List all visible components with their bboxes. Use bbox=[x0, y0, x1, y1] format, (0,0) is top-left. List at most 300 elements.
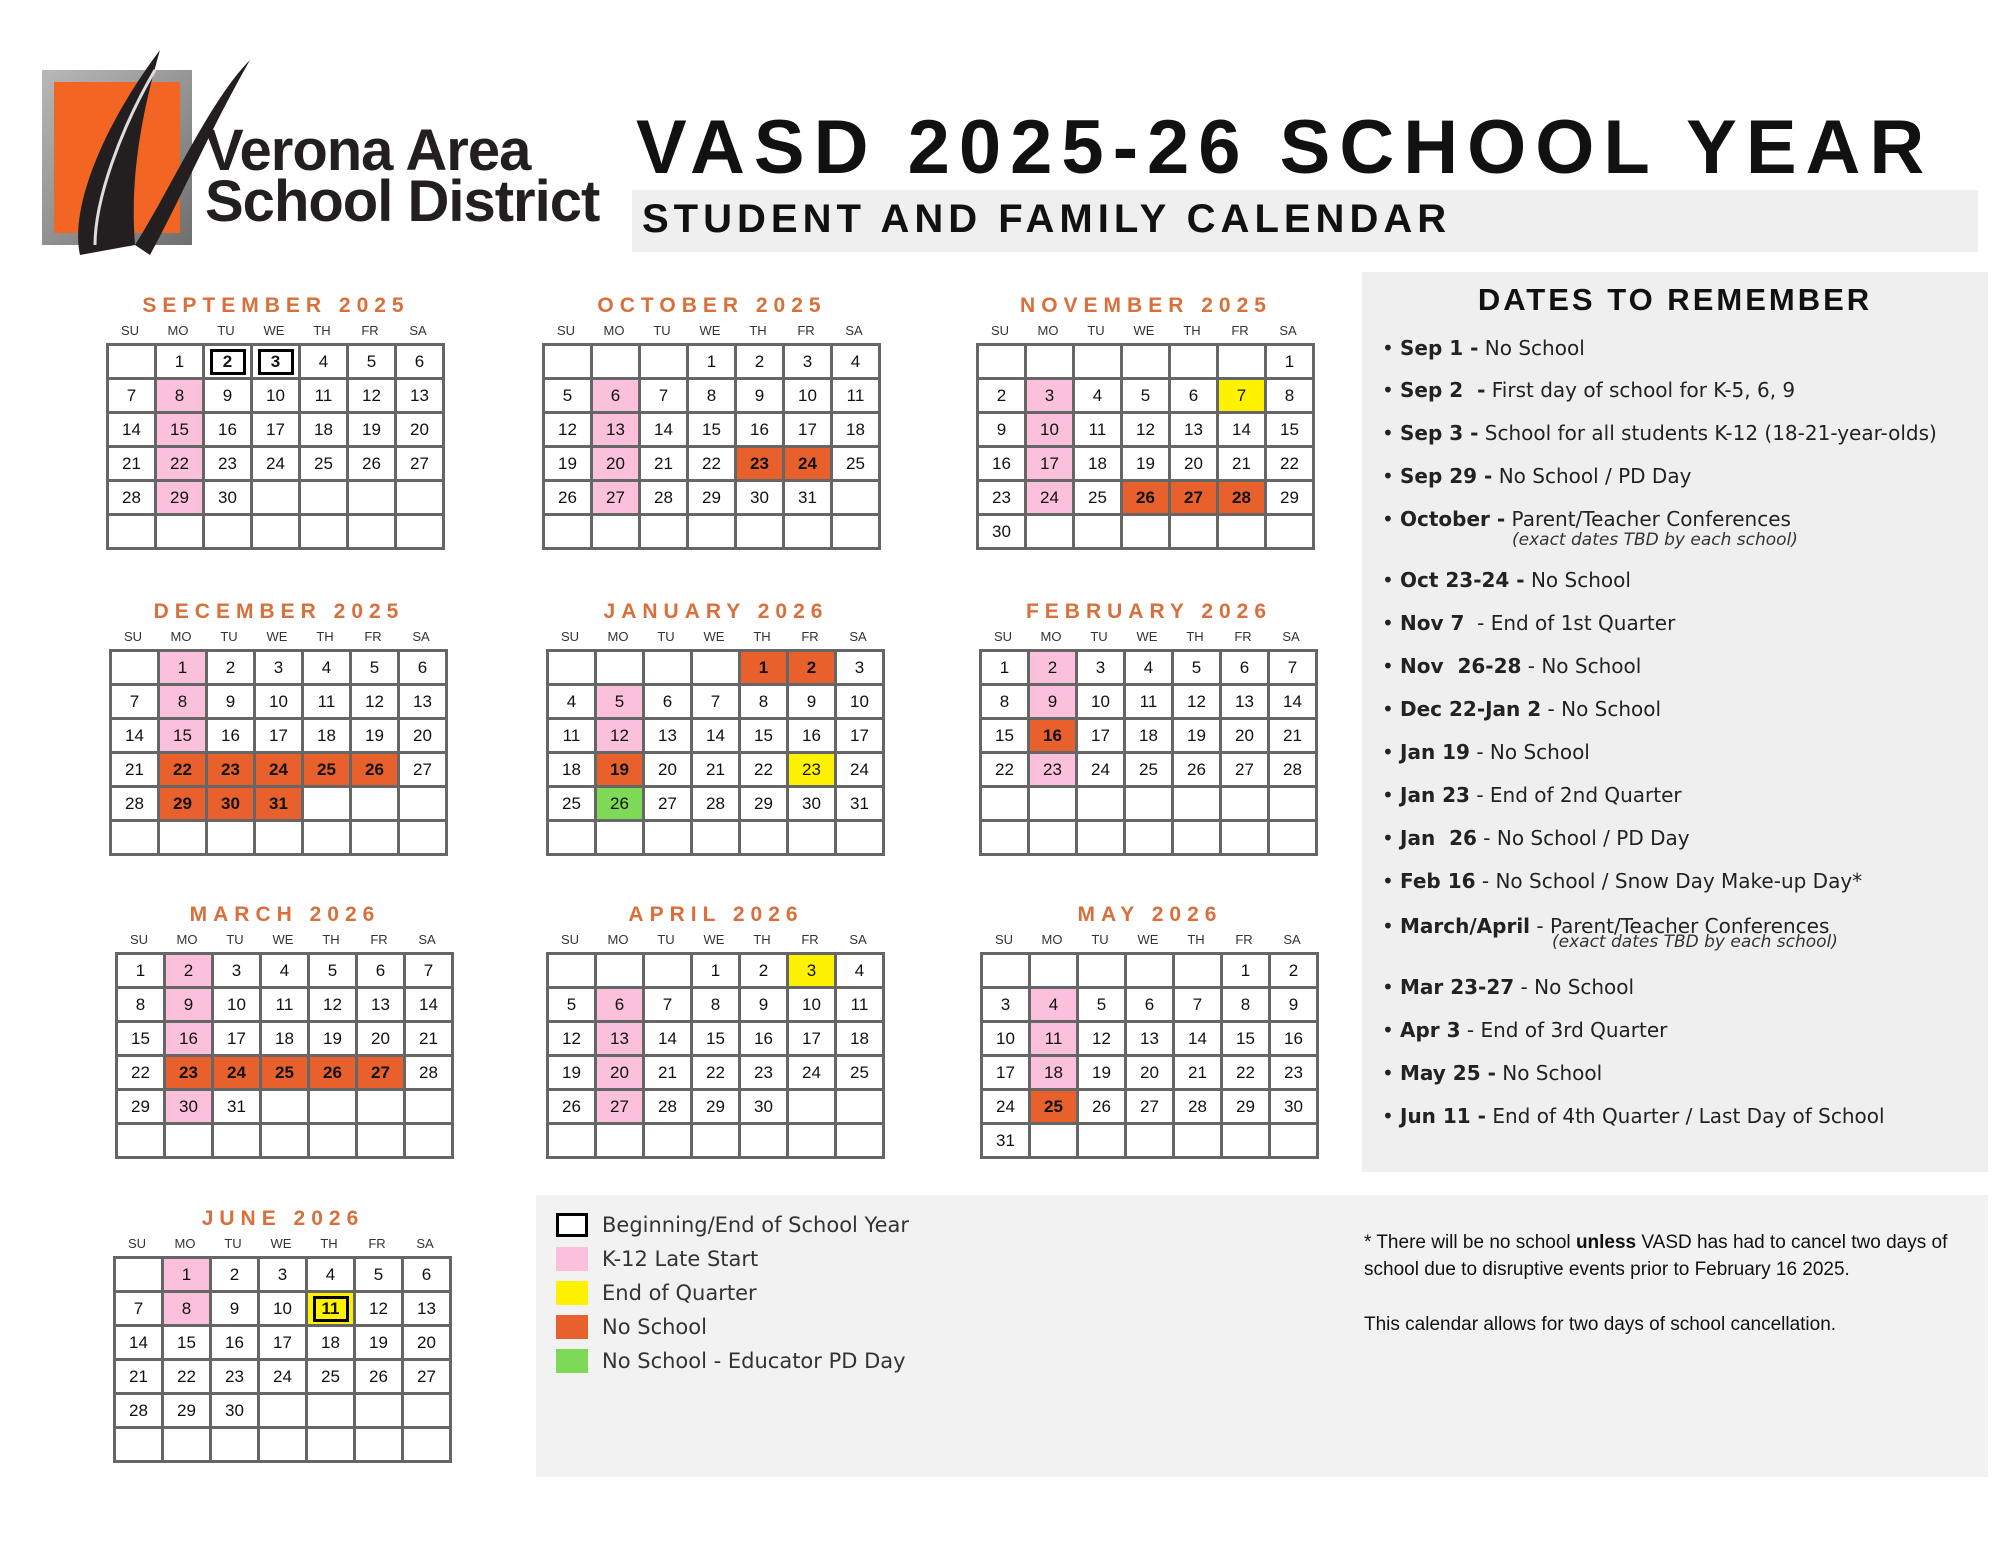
empty-cell bbox=[356, 1395, 404, 1429]
day-cell: 9 bbox=[1271, 989, 1319, 1023]
day-cell: 25 bbox=[262, 1057, 310, 1091]
bullet-icon: • bbox=[1382, 568, 1394, 592]
weekday-label: WE bbox=[703, 629, 725, 644]
day-cell: 13 bbox=[593, 414, 641, 448]
day-cell: 23 bbox=[1271, 1057, 1319, 1091]
day-cell: 6 bbox=[1171, 380, 1219, 414]
date-item bbox=[1382, 421, 1937, 445]
day-cell: 25 bbox=[1031, 1091, 1079, 1125]
day-cell: 10 bbox=[253, 380, 301, 414]
day-cell: 26 bbox=[1079, 1091, 1127, 1125]
day-cell: 5 bbox=[1079, 989, 1127, 1023]
day-cell: 29 bbox=[689, 482, 737, 516]
date-key: Sep 1 - bbox=[1400, 336, 1479, 360]
bullet-icon: • bbox=[1382, 421, 1394, 445]
month-title: MAY 2026 bbox=[1077, 903, 1223, 926]
day-cell: 18 bbox=[301, 414, 349, 448]
empty-cell bbox=[982, 788, 1030, 822]
day-cell: 2 bbox=[212, 1259, 260, 1293]
empty-cell bbox=[304, 788, 352, 822]
date-text: No School bbox=[1478, 336, 1585, 360]
day-cell: 13 bbox=[645, 720, 693, 754]
day-cell: 13 bbox=[400, 686, 448, 720]
date-item bbox=[1382, 783, 1682, 807]
empty-cell bbox=[741, 1125, 789, 1159]
legend-swatch bbox=[556, 1281, 588, 1305]
day-cell: 16 bbox=[166, 1023, 214, 1057]
day-cell: 26 bbox=[597, 788, 645, 822]
date-key: Jan 23 bbox=[1400, 783, 1470, 807]
logo-line-2: School District bbox=[205, 169, 600, 234]
empty-cell bbox=[837, 1091, 885, 1125]
weekday-label: FR bbox=[1231, 323, 1249, 338]
empty-cell bbox=[741, 822, 789, 856]
day-cell: 9 bbox=[205, 380, 253, 414]
day-cell: 28 bbox=[641, 482, 689, 516]
day-cell: 21 bbox=[1270, 720, 1318, 754]
day-cell: 24 bbox=[1027, 482, 1075, 516]
weekday-label: MO bbox=[1040, 629, 1062, 644]
weekday-label: MO bbox=[174, 1236, 196, 1251]
empty-cell bbox=[1030, 822, 1078, 856]
day-cell: 10 bbox=[837, 686, 885, 720]
day-cell: 28 bbox=[116, 1395, 164, 1429]
day-cell: 28 bbox=[645, 1091, 693, 1125]
day-cell: 19 bbox=[356, 1327, 404, 1361]
day-cell: 7 bbox=[645, 989, 693, 1023]
day-cell: 27 bbox=[1171, 482, 1219, 516]
day-cell: 26 bbox=[310, 1057, 358, 1091]
day-cell: 12 bbox=[352, 686, 400, 720]
day-cell: 20 bbox=[400, 720, 448, 754]
empty-cell bbox=[304, 822, 352, 856]
month-title: OCTOBER 2025 bbox=[597, 294, 827, 317]
day-cell: 25 bbox=[833, 448, 881, 482]
day-cell: 28 bbox=[109, 482, 157, 516]
legend-item bbox=[556, 1281, 757, 1305]
day-cell: 7 bbox=[116, 1293, 164, 1327]
empty-cell bbox=[789, 1091, 837, 1125]
date-key: October - bbox=[1400, 507, 1506, 531]
day-cell: 12 bbox=[1174, 686, 1222, 720]
empty-cell bbox=[1219, 516, 1267, 550]
day-cell: 6 bbox=[397, 346, 445, 380]
day-cell: 29 bbox=[1223, 1091, 1271, 1125]
day-cell: 16 bbox=[741, 1023, 789, 1057]
month-title: NOVEMBER 2025 bbox=[1020, 294, 1272, 317]
day-cell: 17 bbox=[785, 414, 833, 448]
weekday-header bbox=[113, 1232, 453, 1256]
legend-item bbox=[556, 1213, 909, 1237]
empty-cell bbox=[301, 516, 349, 550]
day-cell: 3 bbox=[214, 955, 262, 989]
day-cell: 8 bbox=[160, 686, 208, 720]
weekday-label: WE bbox=[1137, 932, 1159, 947]
empty-cell bbox=[358, 1091, 406, 1125]
legend-label: End of Quarter bbox=[602, 1281, 757, 1305]
empty-cell bbox=[597, 652, 645, 686]
date-item bbox=[1382, 740, 1590, 764]
month-title: SEPTEMBER 2025 bbox=[142, 294, 410, 317]
empty-cell bbox=[301, 482, 349, 516]
day-cell: 7 bbox=[1175, 989, 1223, 1023]
bullet-icon: • bbox=[1382, 783, 1394, 807]
month-title: DECEMBER 2025 bbox=[153, 600, 405, 623]
bullet-icon: • bbox=[1382, 378, 1394, 402]
legend-swatch bbox=[556, 1213, 588, 1237]
day-cell: 6 bbox=[400, 652, 448, 686]
month-grid bbox=[546, 952, 885, 1159]
empty-cell bbox=[404, 1395, 452, 1429]
day-cell: 4 bbox=[837, 955, 885, 989]
empty-cell bbox=[1267, 516, 1315, 550]
empty-cell bbox=[693, 822, 741, 856]
day-cell: 20 bbox=[1171, 448, 1219, 482]
day-cell: 4 bbox=[549, 686, 597, 720]
day-cell: 7 bbox=[112, 686, 160, 720]
day-cell: 24 bbox=[837, 754, 885, 788]
weekday-label: SU bbox=[129, 932, 149, 947]
date-text: - End of 3rd Quarter bbox=[1460, 1018, 1668, 1042]
day-cell: 18 bbox=[262, 1023, 310, 1057]
day-cell: 9 bbox=[212, 1293, 260, 1327]
day-cell: 18 bbox=[308, 1327, 356, 1361]
day-cell: 30 bbox=[205, 482, 253, 516]
day-cell: 15 bbox=[741, 720, 789, 754]
day-cell: 24 bbox=[789, 1057, 837, 1091]
empty-cell bbox=[785, 516, 833, 550]
date-key: Jun 11 - bbox=[1400, 1104, 1486, 1128]
day-cell: 27 bbox=[593, 482, 641, 516]
weekday-label: FR bbox=[797, 323, 815, 338]
day-cell: 12 bbox=[310, 989, 358, 1023]
day-cell: 23 bbox=[205, 448, 253, 482]
day-cell: 14 bbox=[1270, 686, 1318, 720]
empty-cell bbox=[358, 1125, 406, 1159]
day-cell: 9 bbox=[789, 686, 837, 720]
empty-cell bbox=[356, 1429, 404, 1463]
day-cell: 6 bbox=[597, 989, 645, 1023]
legend-label: Beginning/End of School Year bbox=[602, 1213, 910, 1237]
day-cell: 23 bbox=[166, 1057, 214, 1091]
day-cell: 7 bbox=[693, 686, 741, 720]
footnote-paragraph-2: This calendar allows for two days of school cancellation. bbox=[1364, 1314, 1837, 1335]
day-cell: 19 bbox=[597, 754, 645, 788]
day-cell: 30 bbox=[789, 788, 837, 822]
day-cell: 2 bbox=[166, 955, 214, 989]
empty-cell bbox=[400, 822, 448, 856]
weekday-label: WE bbox=[1133, 323, 1155, 338]
bullet-icon: • bbox=[1382, 336, 1394, 360]
weekday-label: SU bbox=[560, 629, 580, 644]
day-cell: 14 bbox=[645, 1023, 693, 1057]
legend-item bbox=[556, 1315, 707, 1339]
empty-cell bbox=[645, 652, 693, 686]
day-cell: 15 bbox=[1223, 1023, 1271, 1057]
empty-cell bbox=[118, 1125, 166, 1159]
day-cell: 9 bbox=[737, 380, 785, 414]
day-cell: 6 bbox=[645, 686, 693, 720]
day-cell: 26 bbox=[356, 1361, 404, 1395]
weekday-header bbox=[109, 625, 449, 649]
day-cell: 4 bbox=[308, 1259, 356, 1293]
day-cell: 22 bbox=[741, 754, 789, 788]
weekday-label: MO bbox=[167, 323, 189, 338]
day-cell: 28 bbox=[1175, 1091, 1223, 1125]
day-cell: 8 bbox=[1223, 989, 1271, 1023]
day-cell: 14 bbox=[641, 414, 689, 448]
date-text: - No School / Snow Day Make-up Day* bbox=[1475, 869, 1863, 893]
date-key: Dec 22-Jan 2 bbox=[1400, 697, 1542, 721]
day-cell: 25 bbox=[549, 788, 597, 822]
date-item bbox=[1382, 869, 1862, 893]
day-cell: 22 bbox=[118, 1057, 166, 1091]
day-cell: 27 bbox=[404, 1361, 452, 1395]
day-cell: 10 bbox=[256, 686, 304, 720]
day-cell: 15 bbox=[693, 1023, 741, 1057]
date-key: Mar 23-27 bbox=[1400, 975, 1515, 999]
day-cell: 16 bbox=[1271, 1023, 1319, 1057]
month-grid bbox=[979, 649, 1318, 856]
weekday-label: WE bbox=[270, 1236, 292, 1251]
day-cell: 5 bbox=[1174, 652, 1222, 686]
day-cell: 17 bbox=[256, 720, 304, 754]
weekday-label: WE bbox=[1136, 629, 1158, 644]
day-cell: 20 bbox=[1127, 1057, 1175, 1091]
weekday-header bbox=[980, 928, 1320, 952]
day-cell: 30 bbox=[208, 788, 256, 822]
weekday-label: MO bbox=[607, 932, 629, 947]
empty-cell bbox=[1223, 1125, 1271, 1159]
empty-cell bbox=[982, 822, 1030, 856]
day-cell: 19 bbox=[545, 448, 593, 482]
day-cell: 20 bbox=[597, 1057, 645, 1091]
day-cell: 2 bbox=[979, 380, 1027, 414]
empty-cell bbox=[1123, 516, 1171, 550]
month-may-2026 bbox=[980, 902, 1320, 1159]
day-cell: 17 bbox=[1078, 720, 1126, 754]
day-cell: 19 bbox=[549, 1057, 597, 1091]
empty-cell bbox=[253, 482, 301, 516]
day-cell: 10 bbox=[983, 1023, 1031, 1057]
day-cell: 15 bbox=[160, 720, 208, 754]
date-key: Sep 2 - bbox=[1400, 378, 1486, 402]
empty-cell bbox=[260, 1429, 308, 1463]
day-cell: 12 bbox=[1123, 414, 1171, 448]
footnote bbox=[1364, 1229, 1964, 1338]
day-cell: 16 bbox=[1030, 720, 1078, 754]
day-cell: 15 bbox=[118, 1023, 166, 1057]
day-cell: 22 bbox=[1223, 1057, 1271, 1091]
month-grid bbox=[546, 649, 885, 856]
month-grid bbox=[106, 343, 445, 550]
empty-cell bbox=[833, 516, 881, 550]
date-item bbox=[1382, 654, 1641, 678]
subtitle-bar bbox=[632, 190, 1978, 252]
weekday-label: FR bbox=[801, 932, 819, 947]
weekday-label: WE bbox=[699, 323, 721, 338]
day-cell: 24 bbox=[983, 1091, 1031, 1125]
empty-cell bbox=[645, 822, 693, 856]
day-cell: 21 bbox=[1175, 1057, 1223, 1091]
day-cell: 13 bbox=[1222, 686, 1270, 720]
day-cell: 2 bbox=[1271, 955, 1319, 989]
month-march-2026 bbox=[115, 902, 455, 1159]
day-cell: 22 bbox=[982, 754, 1030, 788]
day-cell: 17 bbox=[983, 1057, 1031, 1091]
date-item bbox=[1382, 378, 1795, 402]
weekday-label: SA bbox=[849, 932, 867, 947]
day-cell: 24 bbox=[256, 754, 304, 788]
day-cell: 5 bbox=[545, 380, 593, 414]
day-cell: 6 bbox=[404, 1259, 452, 1293]
day-cell: 6 bbox=[358, 955, 406, 989]
empty-cell bbox=[262, 1125, 310, 1159]
day-cell: 3 bbox=[837, 652, 885, 686]
weekday-label: SA bbox=[416, 1236, 434, 1251]
day-cell: 20 bbox=[1222, 720, 1270, 754]
weekday-label: TU bbox=[1087, 323, 1105, 338]
empty-cell bbox=[1174, 822, 1222, 856]
date-text: No School bbox=[1524, 568, 1631, 592]
empty-cell bbox=[1126, 788, 1174, 822]
bullet-icon: • bbox=[1382, 869, 1394, 893]
day-cell: 12 bbox=[597, 720, 645, 754]
day-cell: 21 bbox=[641, 448, 689, 482]
weekday-label: FR bbox=[1234, 629, 1252, 644]
day-cell: 10 bbox=[214, 989, 262, 1023]
weekday-label: TU bbox=[226, 932, 244, 947]
empty-cell bbox=[352, 822, 400, 856]
weekday-label: TU bbox=[1090, 629, 1108, 644]
date-key: May 25 - bbox=[1400, 1061, 1496, 1085]
weekday-label: TH bbox=[749, 323, 767, 338]
empty-cell bbox=[109, 516, 157, 550]
month-grid bbox=[113, 1256, 452, 1463]
day-cell: 27 bbox=[1127, 1091, 1175, 1125]
weekday-label: SU bbox=[993, 629, 1013, 644]
day-cell: 5 bbox=[349, 346, 397, 380]
day-cell: 1 bbox=[157, 346, 205, 380]
empty-cell bbox=[1027, 346, 1075, 380]
day-cell: 11 bbox=[1075, 414, 1123, 448]
bullet-icon: • bbox=[1382, 697, 1394, 721]
day-cell: 25 bbox=[1126, 754, 1174, 788]
day-cell: 15 bbox=[157, 414, 205, 448]
day-cell: 29 bbox=[160, 788, 208, 822]
day-cell: 13 bbox=[1127, 1023, 1175, 1057]
day-cell: 5 bbox=[356, 1259, 404, 1293]
empty-cell bbox=[979, 346, 1027, 380]
empty-cell bbox=[400, 788, 448, 822]
empty-cell bbox=[545, 346, 593, 380]
empty-cell bbox=[645, 1125, 693, 1159]
empty-cell bbox=[545, 516, 593, 550]
date-text: - End of 2nd Quarter bbox=[1469, 783, 1682, 807]
day-cell: 20 bbox=[397, 414, 445, 448]
day-cell: 18 bbox=[833, 414, 881, 448]
month-february-2026 bbox=[979, 599, 1319, 856]
month-grid bbox=[542, 343, 881, 550]
day-cell: 21 bbox=[109, 448, 157, 482]
day-cell: 17 bbox=[253, 414, 301, 448]
day-cell: 19 bbox=[1174, 720, 1222, 754]
weekday-label: FR bbox=[1235, 932, 1253, 947]
day-cell: 25 bbox=[1075, 482, 1123, 516]
day-cell: 12 bbox=[545, 414, 593, 448]
day-cell: 20 bbox=[645, 754, 693, 788]
bullet-icon: • bbox=[1382, 826, 1394, 850]
date-key: Oct 23-24 - bbox=[1400, 568, 1525, 592]
day-cell: 13 bbox=[358, 989, 406, 1023]
day-cell: 1 bbox=[689, 346, 737, 380]
month-grid bbox=[109, 649, 448, 856]
month-title: JANUARY 2026 bbox=[603, 600, 829, 623]
date-text: Parent/Teacher Conferences bbox=[1505, 507, 1791, 531]
weekday-label: SU bbox=[127, 1236, 147, 1251]
empty-cell bbox=[549, 1125, 597, 1159]
day-cell: 14 bbox=[1175, 1023, 1223, 1057]
day-cell: 15 bbox=[689, 414, 737, 448]
day-cell: 13 bbox=[597, 1023, 645, 1057]
day-cell: 21 bbox=[1219, 448, 1267, 482]
day-cell: 1 bbox=[693, 955, 741, 989]
day-cell: 8 bbox=[157, 380, 205, 414]
date-item bbox=[1382, 1018, 1667, 1042]
weekday-label: TH bbox=[1186, 629, 1204, 644]
weekday-label: FR bbox=[364, 629, 382, 644]
day-cell: 14 bbox=[693, 720, 741, 754]
day-cell: 26 bbox=[549, 1091, 597, 1125]
day-cell: 29 bbox=[693, 1091, 741, 1125]
october-note: (exact dates TBD by each school) bbox=[1512, 530, 1798, 550]
day-cell: 27 bbox=[597, 1091, 645, 1125]
empty-cell bbox=[406, 1091, 454, 1125]
weekday-label: MO bbox=[1037, 323, 1059, 338]
day-cell: 25 bbox=[308, 1361, 356, 1395]
weekday-label: SU bbox=[560, 932, 580, 947]
day-cell: 12 bbox=[356, 1293, 404, 1327]
month-title: JUNE 2026 bbox=[201, 1207, 365, 1230]
day-cell: 23 bbox=[789, 754, 837, 788]
bullet-icon: • bbox=[1382, 464, 1394, 488]
weekday-label: SU bbox=[994, 932, 1014, 947]
day-cell: 4 bbox=[833, 346, 881, 380]
district-logo bbox=[40, 40, 600, 260]
day-cell: 10 bbox=[789, 989, 837, 1023]
day-cell: 2 bbox=[208, 652, 256, 686]
empty-cell bbox=[1270, 822, 1318, 856]
bullet-icon: • bbox=[1382, 611, 1394, 635]
empty-cell bbox=[116, 1429, 164, 1463]
date-text: - No School bbox=[1469, 740, 1590, 764]
month-grid bbox=[115, 952, 454, 1159]
day-cell: 18 bbox=[549, 754, 597, 788]
weekday-label: SU bbox=[123, 629, 143, 644]
day-cell: 3 bbox=[256, 652, 304, 686]
day-cell: 31 bbox=[983, 1125, 1031, 1159]
empty-cell bbox=[549, 652, 597, 686]
day-cell: 25 bbox=[304, 754, 352, 788]
day-cell: 3 bbox=[983, 989, 1031, 1023]
legend-label: No School - Educator PD Day bbox=[602, 1349, 906, 1373]
logo-line-1: Verona Area bbox=[205, 118, 531, 183]
day-cell: 16 bbox=[205, 414, 253, 448]
day-cell: 30 bbox=[979, 516, 1027, 550]
empty-cell bbox=[693, 652, 741, 686]
empty-cell bbox=[116, 1259, 164, 1293]
weekday-header bbox=[106, 319, 446, 343]
